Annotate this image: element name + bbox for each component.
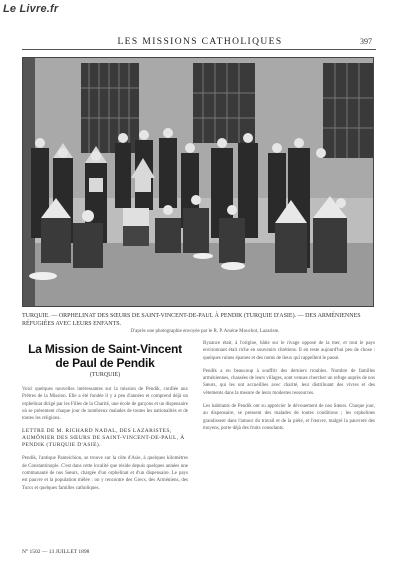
header-rule	[22, 49, 376, 50]
article-column-right	[203, 340, 375, 438]
article-subtitle: (TURQUIE)	[89, 372, 121, 378]
article-paragraph: Pendik a eu beaucoup à souffrir des derniers troubles. Nombre de familles arméniennes, chassées de leurs villages, sont venues chercher un refuge auprès de nos Sœurs, qui les ont accueillies avec charité, leur distribuant des vivres et des vêtements dans la mesure de leurs modestes ressources.	[203, 368, 375, 396]
article-column-left	[22, 340, 188, 498]
running-head: LES MISSIONS CATHOLIQUES	[117, 37, 283, 47]
article-paragraph: Les habitants de Pendik ont su apprécier le dévouement de nos Sœurs. Chaque jour, au dispensaire, se pressent des malades de toutes conditions ; les orphelines grandissent dans l'amour du travail et de la piété, et l'œuvre, malgré la pauvreté des moyens, porte déjà des fruits consolants.	[203, 404, 375, 431]
letter-heading: LETTRE DE M. RICHARD NADAL, DES LAZARISTES, AUMÔNIER DES SŒURS DE SAINT-VINCENT-DE-PAUL, À PENDIK (TURQUIE D'ASIE).	[22, 428, 185, 449]
site-logo: Le Livre.fr	[3, 3, 59, 15]
photo-credit: D'après une photographie envoyée par le R. P. Arsène Mouchot, Lazariste.	[130, 329, 280, 334]
issue-footer: N° 1502 — 13 JUILLET 1898	[22, 549, 90, 555]
article-title: La Mission de Saint-Vincent de Paul de Pendik	[28, 342, 182, 370]
article-intro: Voici quelques nouvelles intéressantes sur la mission de Pendik, confiée aux Prêtres de la Mission. Elle a été fondée il y a peu d'années et comprend déjà un orphelinat dirigé par les Filles de la Charité, une école de garçons et un dispensaire où se présentent chaque jour de nombreux malades de toutes les nationalités et de toutes les religions.	[22, 387, 188, 422]
page-number: 397	[360, 37, 372, 46]
group-photograph	[22, 57, 374, 307]
article-paragraph: Byzance était, à l'origine, bâtie sur le rivage opposé de la mer, et tout le pays environnant était riche en souvenirs chrétiens. Il en reste aujourd'hui peu de chose : quelques ruines éparses et des noms de lieux qui rappellent le passé.	[203, 341, 375, 361]
photo-caption: TURQUIE. — ORPHELINAT DES SŒURS DE SAINT-VINCENT-DE-PAUL À PENDIK (TURQUIE D'ASIE). — DES ARMÉNIENNES RÉFUGIÉES AVEC LEURS ENFANTS.	[22, 313, 361, 327]
article-paragraph: Pendik, l'antique Panteichion, se trouve sur la côte d'Asie, à quelques kilomètres de Constantinople. C'est dans cette localité que réside depuis quelques années une communauté de nos Sœurs, chargée d'un orphelinat et d'un dispensaire. Le pays est pauvre et la population mêlée : on y rencontre des Grecs, des Arméniens, des Turcs et quelques familles catholiques.	[22, 456, 188, 491]
